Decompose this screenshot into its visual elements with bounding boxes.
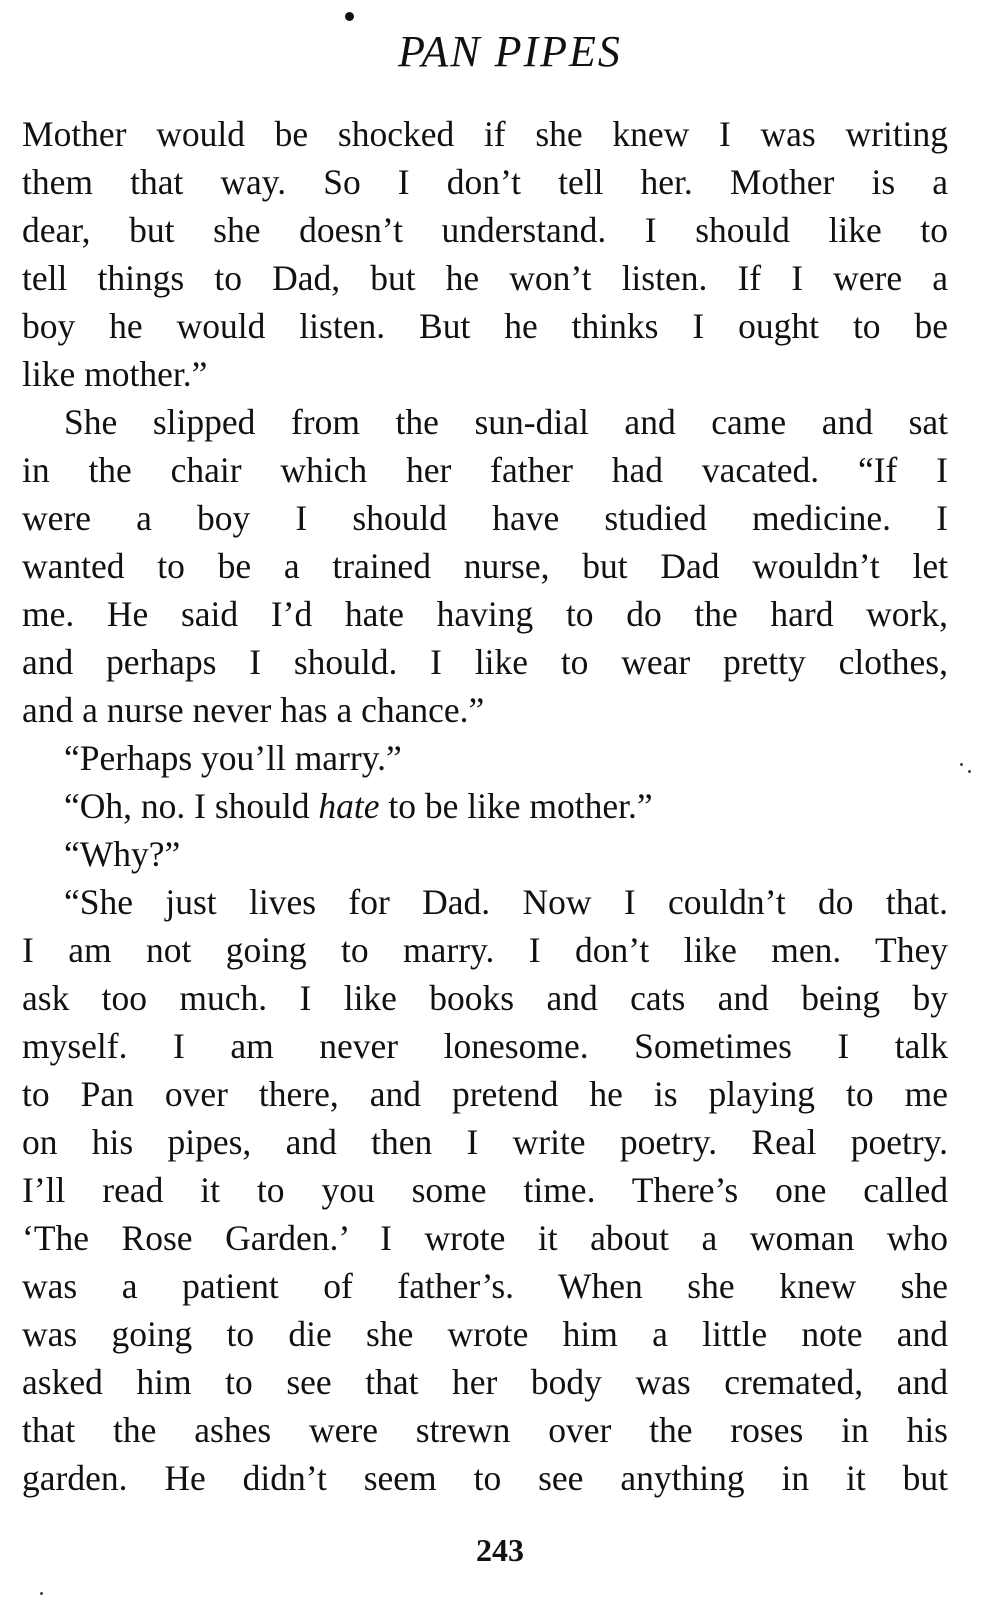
text-line: that the ashes were strewn over the roses in his [22,1410,948,1450]
text-line: “Why?” [64,834,181,874]
ink-dot [345,12,354,21]
text-line: dear, but she doesn’t understand. I should like to [22,210,948,250]
text-line: was going to die she wrote him a little note and [22,1314,948,1354]
text-line: I am not going to marry. I don’t like men. They [22,930,948,970]
text-line: to Pan over there, and pretend he is playing to me [22,1074,948,1114]
print-speck [968,770,971,773]
emphasis-word: hate [318,786,380,826]
text-line: like mother.” [22,354,208,394]
text-line: were a boy I should have studied medicine. I [22,498,948,538]
text-line: tell things to Dad, but he won’t listen. If I were a [22,258,948,298]
text-line: Mother would be shocked if she knew I was writing [22,114,948,154]
text-line: “Oh, no. I should hate to be like mother.” [64,786,653,826]
print-speck [40,1592,43,1595]
text-line: ‘The Rose Garden.’ I wrote it about a woman who [22,1218,948,1258]
text-line: on his pipes, and then I write poetry. Real poetry. [22,1122,948,1162]
text-line: “She just lives for Dad. Now I couldn’t do that. [64,882,948,922]
text-line: myself. I am never lonesome. Sometimes I talk [22,1026,948,1066]
text-line: was a patient of father’s. When she knew she [22,1266,948,1306]
body-text [22,110,948,1502]
text-line: asked him to see that her body was cremated, and [22,1362,948,1402]
text-line: She slipped from the sun-dial and came and sat [64,402,948,442]
text-line: boy he would listen. But he thinks I ought to be [22,306,948,346]
text-line: me. He said I’d hate having to do the hard work, [22,594,948,634]
text-line: in the chair which her father had vacated. “If I [22,450,948,490]
text-line: ask too much. I like books and cats and being by [22,978,948,1018]
text-line: “Perhaps you’ll marry.” [64,738,402,778]
text-line: garden. He didn’t seem to see anything in it but [22,1458,948,1498]
text-line: wanted to be a trained nurse, but Dad wouldn’t let [22,546,948,586]
page-number: 243 [476,1532,524,1568]
print-speck [960,763,963,766]
text-line: I’ll read it to you some time. There’s one called [22,1170,948,1210]
running-head: PAN PIPES [398,27,622,76]
text-line: them that way. So I don’t tell her. Mother is a [22,162,948,202]
text-line: and a nurse never has a chance.” [22,690,485,730]
text-line: and perhaps I should. I like to wear pretty clothes, [22,642,948,682]
